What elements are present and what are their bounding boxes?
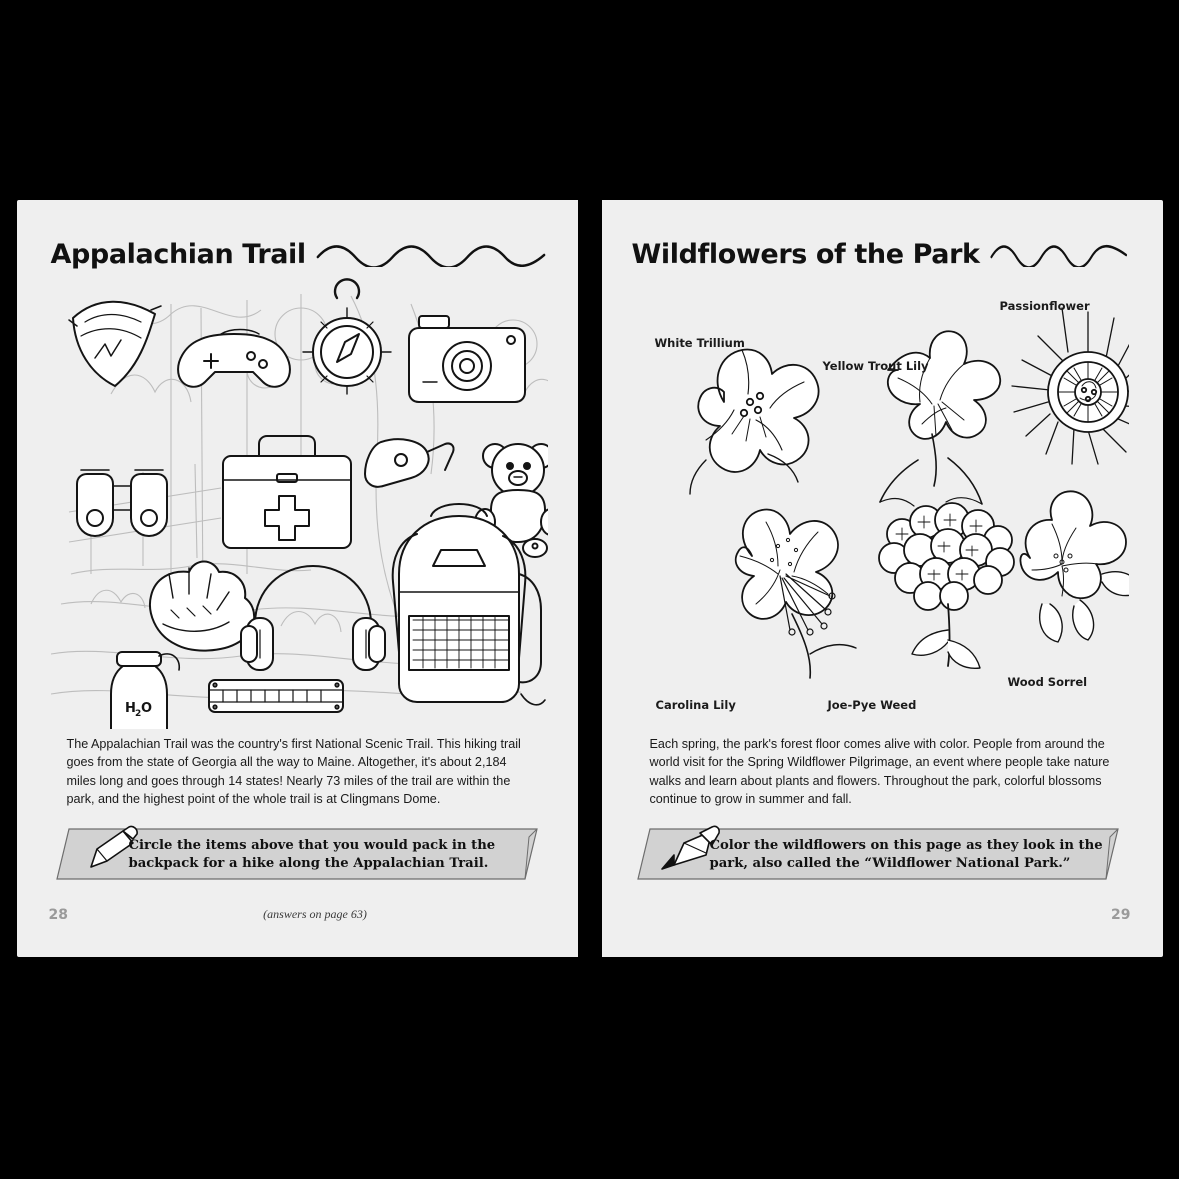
whistle-icon	[365, 439, 454, 487]
left-footer	[17, 907, 578, 927]
flower-label-joe-pye-weed: Joe-Pye Weed	[827, 698, 917, 712]
left-prompt-text: Circle the items above that you would pack in the backpack for a hike along the Appalachian Trail.	[128, 837, 496, 872]
trout-lily-flower-icon	[880, 331, 1000, 506]
wood-sorrel-flower-icon	[1020, 491, 1129, 642]
flower-label-yellow-trout-lily: Yellow Trout Lily	[822, 359, 929, 373]
first-aid-kit-icon	[223, 436, 351, 548]
left-body-text: The Appalachian Trail was the country's first National Scenic Trail. This hiking trail goes from the state of Georgia all the way to Maine. Altogether, it's about 2,184 miles long and goes through 14 states! Nearly 73 miles of the trail are within the park, and the highest point of the whole trail is at Clingmans Dome.	[66, 737, 521, 807]
page-number: 29	[1111, 907, 1131, 923]
harmonica-icon	[209, 680, 343, 712]
binoculars-icon	[77, 470, 167, 536]
left-page-header	[51, 234, 548, 274]
game-controller-icon	[178, 330, 290, 387]
hiking-gear-illustration	[51, 274, 548, 729]
flower-label-passionflower: Passionflower	[999, 299, 1090, 313]
right-prompt-text: Color the wildflowers on this page as they look in the park, also called the “Wildflower National Park.”	[709, 837, 1103, 872]
passionflower-icon	[1012, 308, 1129, 464]
baseball-glove-icon	[150, 562, 254, 651]
left-page	[17, 200, 578, 957]
book-spread	[0, 200, 1179, 957]
page-title: Appalachian Trail	[50, 238, 306, 270]
trillium-flower-icon	[690, 350, 819, 494]
headphones-icon	[241, 566, 385, 670]
right-body-text: Each spring, the park's forest floor comes alive with color. People from around the world visit for the Spring Wildflower Pilgrimage, an event where people take nature walks and learn about plants and flowers. Throughout the park, colorful blossoms continue to grow in summer and fall.	[649, 737, 1110, 807]
page-number: 28	[48, 907, 68, 923]
left-prompt-banner	[51, 823, 548, 885]
camera-icon	[409, 316, 525, 402]
right-page-header	[632, 234, 1129, 274]
svg-text:H: H	[124, 701, 136, 716]
flower-label-white-trillium: White Trillium	[654, 336, 745, 350]
carolina-lily-flower-icon	[735, 510, 855, 678]
right-footer	[602, 907, 1163, 927]
svg-text:2: 2	[134, 709, 141, 719]
bandana-icon	[69, 302, 161, 386]
answers-note: (answers on page 63)	[263, 907, 367, 921]
compass-icon	[303, 279, 391, 394]
page-title: Wildflowers of the Park	[631, 238, 980, 270]
right-prompt-banner	[632, 823, 1129, 885]
svg-text:O: O	[140, 701, 152, 716]
wildflowers-illustration	[632, 274, 1129, 729]
flower-label-carolina-lily: Carolina Lily	[655, 698, 736, 712]
flower-label-wood-sorrel: Wood Sorrel	[1007, 675, 1088, 689]
water-bottle-icon	[111, 652, 179, 729]
squiggle-divider-icon	[316, 241, 548, 267]
right-page	[602, 200, 1163, 957]
joe-pye-weed-icon	[879, 503, 1014, 668]
squiggle-divider-icon	[990, 241, 1129, 267]
